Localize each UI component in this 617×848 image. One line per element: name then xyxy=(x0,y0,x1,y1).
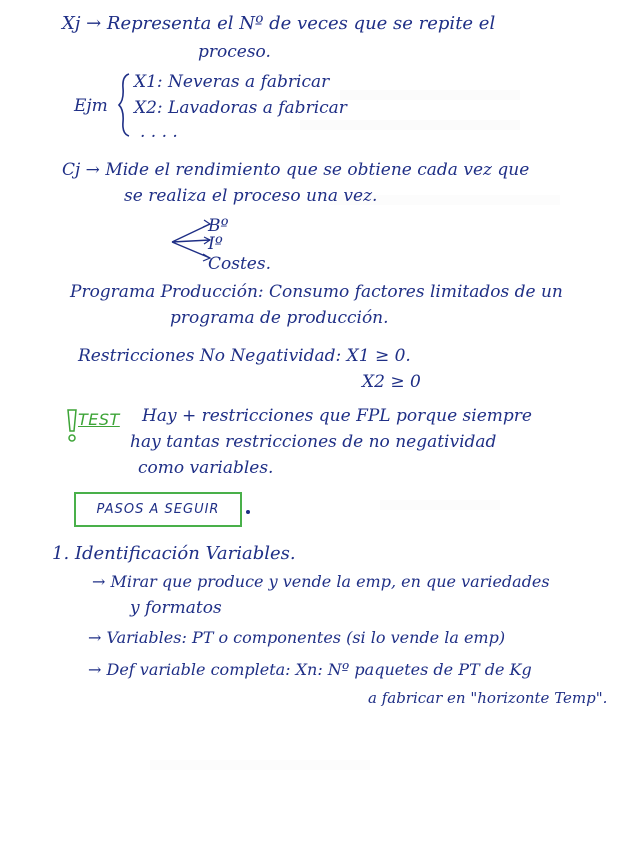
step1-title: 1. Identificación Variables. xyxy=(52,543,296,564)
branch-io: Iº xyxy=(208,234,223,254)
ejm-x1: X1: Neveras a fabricar xyxy=(134,72,330,92)
ejm-label: Ejm xyxy=(74,96,108,116)
step1-bullet1-line2: y formatos xyxy=(130,598,222,618)
programa-produccion-line1: Programa Producción: Consumo factores limitados de un xyxy=(70,282,563,302)
test-label: TEST xyxy=(78,410,120,429)
pasos-dot xyxy=(246,510,250,514)
ejm-x2: X2: Lavadoras a fabricar xyxy=(134,98,347,118)
test-note-line2: hay tantas restricciones de no negatividad xyxy=(130,432,497,452)
cj-definition-line2: se realiza el proceso una vez. xyxy=(124,186,378,206)
test-note-line3: como variables. xyxy=(138,458,274,478)
ejm-dots: . . . . xyxy=(140,122,178,142)
test-note-line1: Hay + restricciones que FPL porque siempre xyxy=(142,406,532,426)
step1-bullet1-line1: → Mirar que produce y vende la emp, en que variedades xyxy=(92,572,550,591)
step1-bullet2: → Variables: PT o componentes (si lo vende la emp) xyxy=(88,628,506,647)
xj-definition-line2: proceso. xyxy=(198,42,271,62)
cj-definition-line1: Cj → Mide el rendimiento que se obtiene cada vez que xyxy=(62,160,530,180)
step1-bullet3-line1: → Def variable completa: Xn: Nº paquetes de PT de Kg xyxy=(88,660,532,679)
branch-costes: Costes. xyxy=(208,254,271,274)
xj-definition-line1: Xj → Representa el Nº de veces que se repite el xyxy=(62,13,496,34)
restricciones-line1: Restricciones No Negatividad: X1 ≥ 0. xyxy=(78,346,411,366)
restricciones-line2: X2 ≥ 0 xyxy=(362,372,421,392)
branch-bo: Bº xyxy=(208,216,229,236)
programa-produccion-line2: programa de producción. xyxy=(170,308,389,328)
curly-brace-icon xyxy=(117,72,133,138)
pasos-a-seguir-box: PASOS A SEGUIR xyxy=(74,492,242,527)
step1-bullet3-line2: a fabricar en "horizonte Temp". xyxy=(368,689,608,707)
